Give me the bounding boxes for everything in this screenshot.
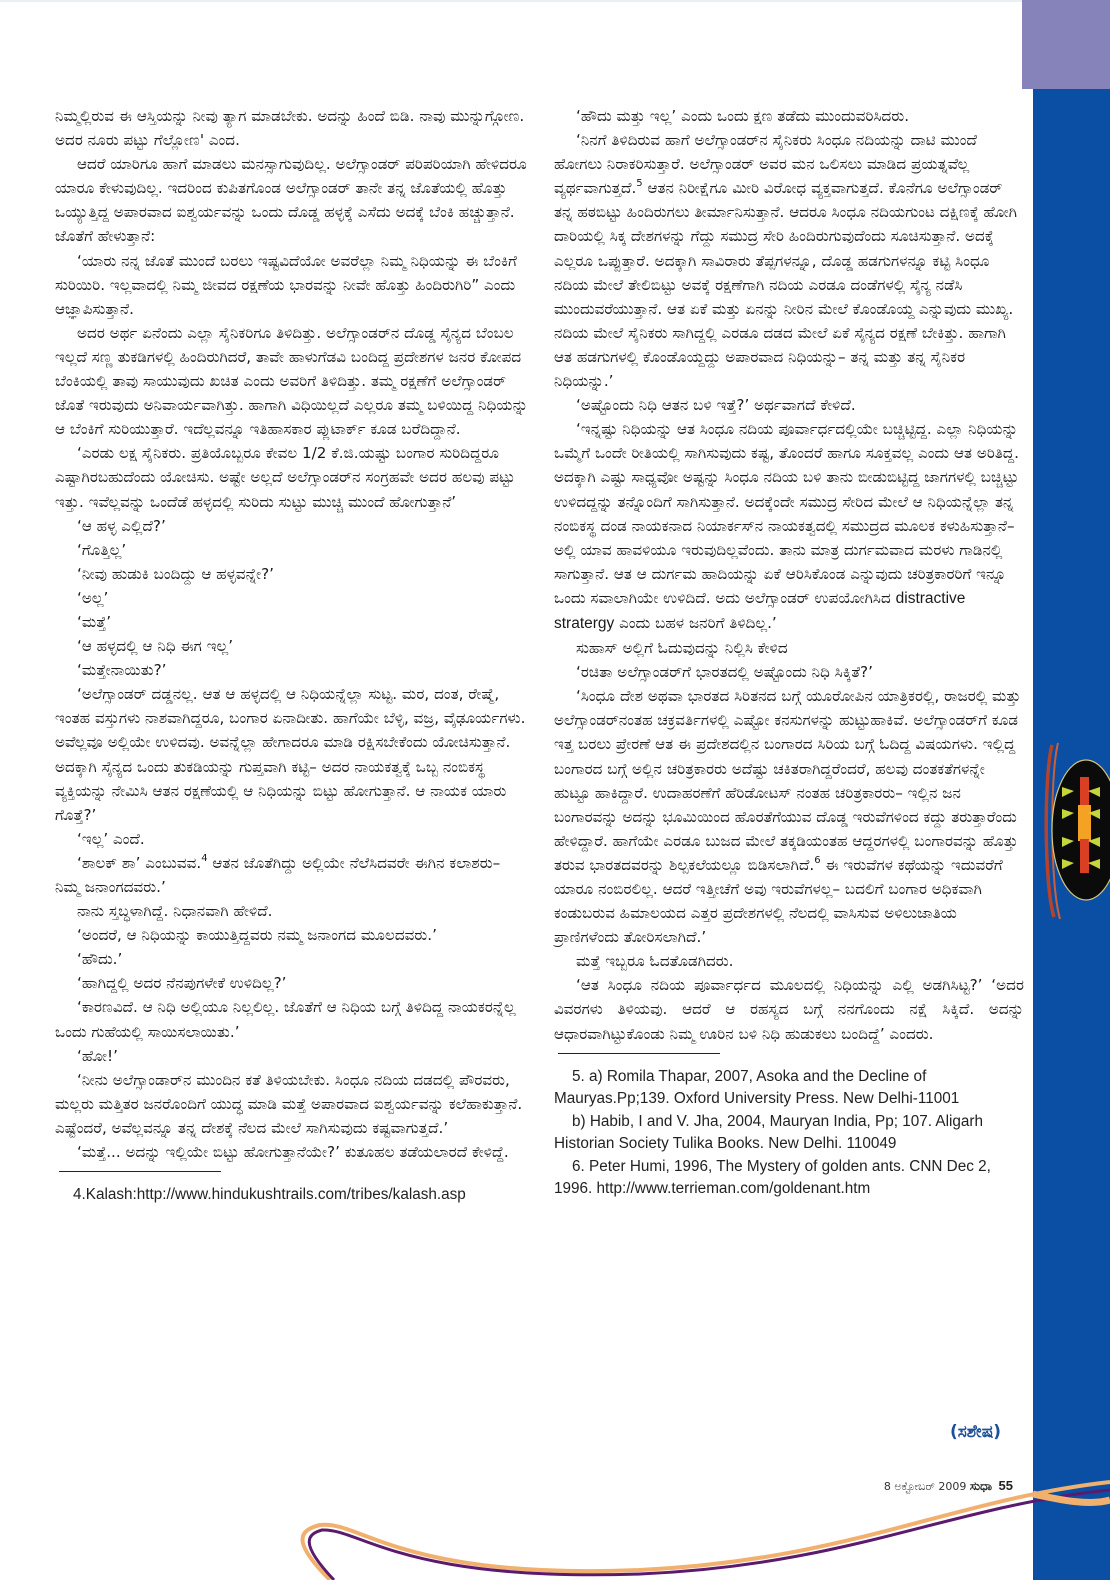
paragraph — [55, 851, 528, 899]
paragraph — [55, 682, 528, 827]
paragraph-text-continued: ಆತನ ನಿರೀಕ್ಷೆಗೂ ಮೀರಿ ವಿರೋಧ ವ್ಯಕ್ತವಾಗುತ್ತದೆ. ಕೊನೆಗೂ ಅಲೆಗ್ಸಾಂಡರ್ ತನ್ನ ಹಠಬಿಟ್ಟು ಹಿಂದಿರುಗಲು ತೀರ್ಮಾನಿಸುತ್ತಾನೆ. ಆದರೂ ಸಿಂಧೂ ನದಿಯಗುಂಟ ದಕ್ಷಿಣಕ್ಕೆ ಹೋಗಿ ದಾರಿಯಲ್ಲಿ ಸಿಕ್ಕ ದೇಶಗಳನ್ನು ಗೆದ್ದು ಸಮುದ್ರ ಸೇರಿ ಹಿಂದಿರುಗುವುದೆಂದು ಸೂಚಿಸುತ್ತಾನೆ. ಅದಕ್ಕೆ ಎಲ್ಲರೂ ಒಪ್ಪುತ್ತಾರೆ. ಅದಕ್ಕಾಗಿ ಸಾವಿರಾರು ತೆಪ್ಪಗಳನ್ನೂ, ದೊಡ್ಡ ಹಡಗುಗಳನ್ನೂ ಕಟ್ಟಿ ಸಿಂಧೂ ನದಿಯ ಮೇಲೆ ತೇಲಿಬಿಟ್ಟು ಅವಕ್ಕೆ ರಕ್ಷಣೆಗಾಗಿ ನದಿಯ ಎರಡೂ ದಂಡೆಗಳಲ್ಲಿ ಸೈನ್ಯ ನಡೆಸಿ ಮುಂದುವರೆಯುತ್ತಾನೆ. ಆತ ಏಕೆ ಮತ್ತು ಏನನ್ನು ನೀರಿನ ಮೇಲೆ ಕೊಂಡೊಯ್ದ ಎನ್ನುವುದು ಮುಖ್ಯ. ನದಿಯ ಮೇಲೆ ಸೈನಿಕರು ಸಾಗಿದ್ದಲ್ಲಿ ಎರಡೂ ದಡದ ಮೇಲೆ ಏಕೆ ಸೈನ್ಯದ ರಕ್ಷಣೆ ಬೇಕಿತ್ತು. ಹಾಗಾಗಿ ಆತ ಹಡಗುಗಳಲ್ಲಿ ಕೊಂಡೊಯ್ದದ್ದು ಅಪಾರವಾದ ನಿಧಿಯನ್ನು– ತನ್ನ ಮತ್ತು ತನ್ನ ಸೈನಿಕರ ನಿಧಿಯನ್ನು.’ — [554, 179, 1018, 391]
paragraph — [55, 249, 528, 321]
paragraph-text: ‘ಕಾರಣವಿದೆ. ಆ ನಿಧಿ ಅಲ್ಲಿಯೂ ನಿಲ್ಲಲಿಲ್ಲ. ಜೊತೆಗೆ ಆ ನಿಧಿಯ ಬಗ್ಗೆ ತಿಳಿದಿದ್ದ ನಾಯಕರನ್ನೆಲ್ಲ ಒಂದು ಗುಹೆಯಲ್ಲಿ ಸಾಯಿಸಲಾಯಿತು.’ — [55, 998, 516, 1041]
paragraph — [55, 104, 528, 152]
paragraph-text: ‘ಆತ ಸಿಂಧೂ ನದಿಯ ಪೂರ್ವಾರ್ಧದ ಮೂಲದಲ್ಲಿ ನಿಧಿಯನ್ನು ಎಲ್ಲಿ ಅಡಗಿಸಿಟ್ಟ?’ ‘ಅದರ ವಿವರಗಳು ತಿಳಿಯವು. ಆದರೆ ಆ ರಹಸ್ಯದ ಬಗ್ಗೆ ನನಗೊಂದು ನಕ್ಷೆ ಸಿಕ್ಕಿದೆ. ಅದನ್ನು ಆಧಾರವಾಗಿಟ್ಟುಕೊಂಡು ನಿಮ್ಮ ಊರಿನ ಬಳಿ ನಿಧಿ ಹುಡುಕಲು ಬಂದಿದ್ದೆ’ ಎಂದರು. — [554, 976, 1024, 1043]
right-text-column — [554, 104, 1024, 1201]
paragraph-text: ‘ಅಷ್ಟೊಂದು ನಿಧಿ ಆತನ ಬಳಿ ಇತ್ತೆ?’ ಅರ್ಥವಾಗದೆ ಕೇಳಿದೆ. — [576, 396, 856, 415]
paragraph-text: ‘ಅಲ್ಲ’ — [77, 588, 109, 607]
footnote-reference: 5 — [636, 178, 643, 190]
paragraph — [55, 923, 528, 947]
paragraph — [55, 586, 528, 610]
paragraph — [55, 610, 528, 634]
paragraph — [554, 104, 1024, 128]
paragraph — [554, 973, 1024, 1045]
paragraph — [55, 947, 528, 971]
paragraph — [55, 538, 528, 562]
paragraph-text: ‘ಆ ಹಳ್ಳ ಎಲ್ಲಿದೆ?’ — [77, 516, 166, 535]
paragraph — [55, 1068, 528, 1140]
paragraph — [554, 660, 1024, 684]
paragraph-text: ‘ಗೊತ್ತಿಲ್ಲ’ — [77, 540, 127, 559]
paragraph-text-continued: ಆತನ ಜೊತೆಗಿದ್ದು ಅಲ್ಲಿಯೇ ನೆಲೆಸಿದವರೇ ಈಗಿನ ಕಲಾಶರು– ನಿಮ್ಮ ಜನಾಂಗದವರು.’ — [55, 853, 501, 896]
paragraph — [554, 393, 1024, 417]
footnote: 5. a) Romila Thapar, 2007, Asoka and the Decline of Mauryas.Pp;139. Oxford University Press. New Delhi-11001 — [554, 1067, 960, 1108]
page-number: 55 — [998, 1478, 1013, 1493]
paragraph — [554, 949, 1024, 973]
paragraph-text: ‘ಸಿಂಧೂ ದೇಶ ಅಥವಾ ಭಾರತದ ಸಿರಿತನದ ಬಗ್ಗೆ ಯೂರೋಪಿನ ಯಾತ್ರಿಕರಲ್ಲಿ, ರಾಜರಲ್ಲಿ ಮತ್ತು ಅಲೆಗ್ಸಾಂಡರ್‌ನಂತಹ ಚಕ್ರವರ್ತಿಗಳಲ್ಲಿ ಎಷ್ಟೋ ಕನಸುಗಳನ್ನು ಹುಟ್ಟುಹಾಕಿವೆ. ಅಲೆಗ್ಸಾಂಡರ್‌ಗೆ ಕೂಡ ಇತ್ತ ಬರಲು ಪ್ರೇರಣೆ ಆತ ಈ ಪ್ರದೇಶದಲ್ಲಿನ ಬಂಗಾರದ ಸಿರಿಯ ಬಗ್ಗೆ ಓದಿದ್ದ ವಿಷಯಗಳು. ಇಲ್ಲಿದ್ದ ಬಂಗಾರದ ಬಗ್ಗೆ ಅಲ್ಲಿನ ಚರಿತ್ರಕಾರರು ಅದೆಷ್ಟು ಚಕಿತರಾಗಿದ್ದರೆಂದರೆ, ಹಲವು ದಂತಕತೆಗಳನ್ನೇ ಹುಟ್ಟೂ ಹಾಕಿದ್ದಾರೆ. ಉದಾಹರಣೆಗೆ ಹೆರಿಡೋಟಸ್ ನಂತಹ ಚರಿತ್ರಕಾರರು– ಇಲ್ಲಿನ ಜನ ಬಂಗಾರವನ್ನು ಅದನ್ನು ಭೂಮಿಯಿಂದ ಹೊರತೆಗೆಯುವ ದೊಡ್ಡ ಇರುವೆಗಳಿಂದ ಕದ್ದು ತರುತ್ತಾರೆಂದು ಹೇಳಿದ್ದಾರೆ. ಹಾಗೆಯೇ ಎರಡೂ ಬುಜದ ಮೇಲೆ ತಕ್ಕಡಿಯಂತಹ ಆದ್ದರಗಳಲ್ಲಿ ಬಂಗಾರವನ್ನು ಹೊತ್ತು ತರುವ ಭಾರತದವರನ್ನು ಶಿಲ್ಪಕಲೆಯಲ್ಲೂ ಬಿಡಿಸಲಾಗಿದೆ. — [554, 687, 1021, 874]
paragraph-text: ನಾನು ಸ್ತಬ್ಧಳಾಗಿದ್ದೆ. ನಿಧಾನವಾಗಿ ಹೇಳಿದೆ. — [77, 902, 273, 921]
paragraph — [55, 995, 528, 1043]
magazine-name: ಸುಧಾ — [969, 1479, 993, 1493]
footnote: 6. Peter Humi, 1996, The Mystery of golden ants. CNN Dec 2, 1996. http://www.terrieman.com/goldenant.htm — [554, 1157, 991, 1198]
paragraph-text: ‘ಹಾಗಿದ್ದಲ್ಲಿ ಅದರ ನೆನಪುಗಳೇಕೆ ಉಳಿದಿಲ್ಲ?’ — [77, 974, 287, 993]
paragraph-text: ಮತ್ತೆ ಇಬ್ಬರೂ ಓದತೊಡಗಿದರು. — [576, 952, 734, 971]
paragraph — [55, 1044, 528, 1068]
paragraph — [55, 514, 528, 538]
swoosh-decoration-icon — [0, 1470, 1110, 1580]
paragraph-text: ‘ಆ ಹಳ್ಳದಲ್ಲಿ ಆ ನಿಧಿ ಈಗ ಇಲ್ಲ’ — [77, 637, 234, 656]
paragraph-text: ಅದರ ಅರ್ಥ ಏನೆಂದು ಎಲ್ಲಾ ಸೈನಿಕರಿಗೂ ತಿಳಿದಿತ್ತು. ಅಲೆಗ್ಸಾಂಡರ್‌ನ ದೊಡ್ಡ ಸೈನ್ಯದ ಬೆಂಬಲ ಇಲ್ಲದೆ ಸಣ್ಣ ತುಕಡಿಗಳಲ್ಲಿ ಹಿಂದಿರುಗಿದರೆ, ತಾವೇ ಹಾಳುಗೆಡವಿ ಬಂದಿದ್ದ ಪ್ರದೇಶಗಳ ಜನರ ಕೋಪದ ಬೆಂಕಿಯಲ್ಲಿ ತಾವು ಸಾಯುವುದು ಖಚಿತ ಎಂದು ಅವರಿಗೆ ತಿಳಿದಿತ್ತು. ತಮ್ಮ ರಕ್ಷಣೆಗೆ ಅಲೆಗ್ಸಾಂಡರ್ ಜೊತೆ ಇರುವುದು ಅನಿವಾರ್ಯವಾಗಿತ್ತು. ಹಾಗಾಗಿ ವಿಧಿಯಿಲ್ಲದೆ ಎಲ್ಲರೂ ತಮ್ಮ ಬಳಿಯಿದ್ದ ನಿಧಿಯನ್ನು ಆ ಬೆಂಕಿಗೆ ಸುರಿಯುತ್ತಾರೆ. ಇದೆಲ್ಲವನ್ನೂ ಇತಿಹಾಸಕಾರ ಪ್ಲುಟಾರ್ಕ್ ಕೂಡ ಬರೆದಿದ್ದಾನೆ. — [55, 323, 528, 439]
continued-label: (ಸಶೇಷ) — [950, 1422, 1002, 1442]
paragraph-text: ‘ಹೌದು.’ — [77, 950, 123, 969]
paragraph-text: ಆದರೆ ಯಾರಿಗೂ ಹಾಗೆ ಮಾಡಲು ಮನಸ್ಸಾಗುವುದಿಲ್ಲ. ಅಲೆಗ್ಸಾಂಡರ್ ಪರಿಪರಿಯಾಗಿ ಹೇಳಿದರೂ ಯಾರೂ ಕೇಳುವುದಿಲ್ಲ. ಇದರಿಂದ ಕುಪಿತಗೊಂಡ ಅಲೆಗ್ಸಾಂಡರ್ ತಾನೇ ತನ್ನ ಜೊತೆಯಲ್ಲಿ ಹೊತ್ತು ಒಯ್ಯುತ್ತಿದ್ದ ಅಪಾರವಾದ ಐಶ್ವರ್ಯವನ್ನು ಒಂದು ದೊಡ್ಡ ಹಳ್ಳಕ್ಕೆ ಎಸೆದು ಅದಕ್ಕೆ ಬೆಂಕಿ ಹಚ್ಚುತ್ತಾನೆ. ಜೊತೆಗೆ ಹೇಳುತ್ತಾನೆ: — [55, 155, 527, 246]
paragraph-text: ‘ನಿನಗೆ ತಿಳಿದಿರುವ ಹಾಗೆ ಅಲೆಗ್ಸಾಂಡರ್‌ನ ಸೈನಿಕರು ಸಿಂಧೂ ನದಿಯನ್ನು ದಾಟಿ ಮುಂದೆ ಹೋಗಲು ನಿರಾಕರಿಸುತ್ತಾರೆ. ಅಲೆಗ್ಸಾಂಡರ್ ಅವರ ಮನ ಒಲಿಸಲು ಮಾಡಿದ ಪ್ರಯತ್ನವೆಲ್ಲ ವ್ಯರ್ಥವಾಗುತ್ತದೆ. — [554, 131, 977, 198]
paragraph — [55, 152, 528, 248]
paragraph-text: ‘ರಚಿತಾ ಅಲೆಗ್ಸಾಂಡರ್‌ಗೆ ಭಾರತದಲ್ಲಿ ಅಷ್ಟೊಂದು ನಿಧಿ ಸಿಕ್ಕಿತೆ?’ — [576, 663, 873, 682]
paragraph — [55, 971, 528, 995]
paragraph-text: ‘ಇಲ್ಲ’ ಎಂದೆ. — [77, 829, 145, 848]
footnote: b) Habib, I and V. Jha, 2004, Mauryan India, Pp; 107. Aligarh Historian Society Tulika Books. New Delhi. 110049 — [554, 1112, 984, 1153]
paragraph-text: ‘ನೀನು ಅಲೆಗ್ಸಾಂಡಾರ್‌ನ ಮುಂದಿನ ಕತೆ ತಿಳಿಯಬೇಕು. ಸಿಂಧೂ ನದಿಯ ದಡದಲ್ಲಿ ಪೌರವರು, ಮಲ್ಲರು ಮತ್ತಿತರ ಜನರೊಂದಿಗೆ ಯುದ್ಧ ಮಾಡಿ ಮತ್ತೆ ಅಪಾರವಾದ ಐಶ್ವರ್ಯವನ್ನು ಕಲೆಹಾಕುತ್ತಾನೆ. ಎಷ್ಟೆಂದರೆ, ಅವೆಲ್ಲವನ್ನೂ ತನ್ನ ದೇಶಕ್ಕೆ ನೆಲದ ಮೇಲೆ ಸಾಗಿಸುವುದು ಕಷ್ಟವಾಗುತ್ತದೆ.’ — [55, 1070, 523, 1137]
paragraph — [554, 417, 1024, 636]
footnote: 4.Kalash:http://www.hindukushtrails.com/tribes/kalash.asp — [73, 1186, 466, 1204]
paragraph — [55, 634, 528, 658]
paragraph-text: ಸುಹಾಸ್ ಅಲ್ಲಿಗೆ ಓದುವುದನ್ನು ನಿಲ್ಲಿಸಿ ಕೇಳಿದ — [576, 639, 788, 658]
paragraph-text: ‘ಹೋ!’ — [77, 1046, 118, 1065]
paragraph — [554, 128, 1024, 393]
paragraph — [55, 658, 528, 682]
paragraph-text: ‘ಅಂದರೆ, ಆ ನಿಧಿಯನ್ನು ಕಾಯುತ್ತಿದ್ದವರು ನಮ್ಮ ಜನಾಂಗದ ಮೂಲದವರು.’ — [77, 926, 437, 945]
paragraph — [55, 827, 528, 851]
paragraph — [554, 636, 1024, 660]
footnote-reference: 6 — [814, 854, 821, 866]
paragraph-text: ‘ಮತ್ತೇನಾಯಿತು?’ — [77, 661, 167, 680]
paragraph-text-continued: ಎಂದು ಬಹಳ ಜನರಿಗೆ ತಿಳಿದಿಲ್ಲ.’ — [614, 613, 777, 632]
paragraph-text: ‘ಯಾರು ನನ್ನ ಜೊತೆ ಮುಂದೆ ಬರಲು ಇಷ್ಟವಿದೆಯೋ ಅವರೆಲ್ಲಾ ನಿಮ್ಮ ನಿಧಿಯನ್ನು ಈ ಬೆಂಕಿಗೆ ಸುರಿಯಿರಿ. ಇಲ್ಲವಾದಲ್ಲಿ ನಿಮ್ಮ ಜೀವದ ರಕ್ಷಣೆಯ ಭಾರವನ್ನು ನೀವೇ ಹೊತ್ತು ಹಿಂದಿರುಗಿರಿ” ಎಂದು ಆಜ್ಞಾಪಿಸುತ್ತಾನೆ. — [55, 251, 517, 318]
paragraph — [55, 1140, 528, 1164]
paragraph — [55, 321, 528, 441]
paragraph-text: ‘ಮತ್ತೆ... ಅದನ್ನು ಇಲ್ಲಿಯೇ ಬಿಟ್ಟು ಹೋಗುತ್ತಾನೆಯೇ?’ ಕುತೂಹಲ ತಡೆಯಲಾರದೆ ಕೇಳಿದ್ದೆ. — [77, 1143, 509, 1162]
corner-color-block — [1022, 0, 1110, 89]
footnote-reference: 4 — [201, 852, 208, 864]
footer-date: 8 ಅಕ್ಟೋಬರ್ 2009 — [883, 1480, 967, 1493]
paragraph-text: ‘ಮತ್ತೆ’ — [77, 612, 112, 631]
english-phrase: distractive stratergy — [554, 589, 966, 632]
left-text-column — [55, 104, 528, 1207]
paragraph-text-continued: ಈ ಇರುವೆಗಳ ಕಥೆಯನ್ನು ಇದುವರೆಗೆ ಯಾರೂ ನಂಬಿರಲಿಲ್ಲ. ಆದರೆ ಇತ್ತೀಚೆಗೆ ಅವು ಇರುವೆಗಳಲ್ಲ– ಬದಲಿಗೆ ಬಂಗಾರ ಅಧಿಕವಾಗಿ ಕಂಡುಬರುವ ಹಿಮಾಲಯದ ಎತ್ತರ ಪ್ರದೇಶಗಳಲ್ಲಿ ನೆಲದಲ್ಲಿ ವಾಸಿಸುವ ಅಳಿಲುಜಾತಿಯ ಪ್ರಾಣಿಗಳೆಂದು ತೋರಿಸಲಾಗಿದೆ.’ — [554, 855, 1003, 947]
paragraph-text: ‘ಇನ್ನಷ್ಟು ನಿಧಿಯನ್ನು ಆತ ಸಿಂಧೂ ನದಿಯ ಪೂರ್ವಾರ್ಧದಲ್ಲಿಯೇ ಬಚ್ಚಿಟ್ಟಿದ್ದ. ಎಲ್ಲಾ ನಿಧಿಯನ್ನು ಒಮ್ಮೆಗೆ ಒಂದೇ ರೀತಿಯಲ್ಲಿ ಸಾಗಿಸುವುದು ಕಷ್ಟ, ತೊಂದರೆ ಹಾಗೂ ಸೂಕ್ತವಲ್ಲ ಎಂದು ಆತ ಅರಿತಿದ್ದ. ಅದಕ್ಕಾಗಿ ಎಷ್ಟು ಸಾಧ್ಯವೋ ಅಷ್ಟನ್ನು ಸಿಂಧೂ ನದಿಯ ಬಳಿ ತಾನು ಬೀಡುಬಿಟ್ಟಿದ್ದ ಜಾಗಗಳಲ್ಲಿ ಬಚ್ಚಿಟ್ಟು ಉಳಿದದ್ದನ್ನು ತನ್ನೊಂದಿಗೆ ಸಾಗಿಸುತ್ತಾನೆ. ಅದಕ್ಕೆಂದೇ ಸಮುದ್ರ ಸೇರಿದ ಮೇಲೆ ಆ ನಿಧಿಯನ್ನೆಲ್ಲಾ ತನ್ನ ನಂಬಿಕಸ್ಥ ದಂಡ ನಾಯಕನಾದ ನಿಯಾರ್ಕಸ್‌ನ ನಾಯಕತ್ವದಲ್ಲಿ ಸಮುದ್ರದ ಮೂಲಕ ಕಳುಹಿಸುತ್ತಾನೆ– ಅಲ್ಲಿ ಯಾವ ಹಾವಳಿಯೂ ಇರುವುದಿಲ್ಲವೆಂದು. ತಾನು ಮಾತ್ರ ದುರ್ಗಮವಾದ ಮರಳು ಗಾಡಿನಲ್ಲಿ ಸಾಗುತ್ತಾನೆ. ಆತ ಆ ದುರ್ಗಮ ಹಾದಿಯನ್ನು ಏಕೆ ಆರಿಸಿಕೊಂಡ ಎನ್ನುವುದು ಚರಿತ್ರಕಾರರಿಗೆ ಇನ್ನೂ ಒಂದು ಸವಾಲಾಗಿಯೇ ಉಳಿದಿದೆ. ಅದು ಅಲೆಗ್ಸಾಂಡರ್ ಉಪಯೋಗಿಸಿದ — [554, 420, 1019, 607]
paragraph-text: ‘ಶಾಲಕ್ ಶಾ’ ಎಂಬುವವ. — [77, 853, 202, 872]
footnote-divider — [558, 1053, 720, 1054]
paragraph-text: ನಿಮ್ಮಲ್ಲಿರುವ ಈ ಆಸ್ತಿಯನ್ನು ನೀವು ತ್ಯಾಗ ಮಾಡಬೇಕು. ಅದನ್ನು ಹಿಂದೆ ಬಿಡಿ. ನಾವು ಮುನ್ನುಗ್ಗೋಣ. ಅದರ ನೂರು ಪಟ್ಟು ಗೆಲ್ಲೋಣ' ಎಂದ. — [55, 107, 525, 150]
paragraph — [55, 562, 528, 586]
footnote-divider — [59, 1171, 221, 1172]
paragraph-text: ‘ಎರಡು ಲಕ್ಷ ಸೈನಿಕರು. ಪ್ರತಿಯೊಬ್ಬರೂ ಕೇವಲ 1/2 ಕೆ.ಜಿ.ಯಷ್ಟು ಬಂಗಾರ ಸುರಿದಿದ್ದರೂ ಎಷ್ಟಾಗಿರಬಹುದೆಂದು ಯೋಚಿಸು. ಅಷ್ಟೇ ಅಲ್ಲದೆ ಅಲೆಗ್ಸಾಂಡರ್‌ನ ಸಂಗ್ರಹವೇ ಅದರ ಹಲವು ಪಟ್ಟು ಇತ್ತು. ಇವೆಲ್ಲವನ್ನು ಒಂದೆಡೆ ಹಳ್ಳದಲ್ಲಿ ಸುರಿದು ಸುಟ್ಟು ಮುಚ್ಚಿ ಮುಂದೆ ಹೋಗುತ್ತಾನೆ’ — [55, 444, 515, 511]
paragraph-text: ‘ಹೌದು ಮತ್ತು ಇಲ್ಲ’ ಎಂದು ಒಂದು ಕ್ಷಣ ತಡೆದು ಮುಂದುವರಿಸಿದರು. — [576, 107, 910, 125]
paragraph — [55, 441, 528, 513]
paragraph-text: ‘ನೀವು ಹುಡುಕಿ ಬಂದಿದ್ದು ಆ ಹಳ್ಳವನ್ನೇ?’ — [77, 564, 275, 583]
paragraph — [554, 684, 1024, 949]
paragraph — [55, 899, 528, 923]
top-border-line — [0, 0, 1110, 2]
tribal-shield-ornament-icon — [1040, 735, 1110, 925]
paragraph-text: ‘ಅಲೆಗ್ಸಾಂಡರ್ ದಡ್ಡನಲ್ಲ. ಆತ ಆ ಹಳ್ಳದಲ್ಲಿ ಆ ನಿಧಿಯನ್ನೆಲ್ಲಾ ಸುಟ್ಟ. ಮರ, ದಂತ, ರೇಷ್ಮೆ, ಇಂತಹ ವಸ್ತುಗಳು ನಾಶವಾಗಿದ್ದರೂ, ಬಂಗಾರ ಏನಾದೀತು. ಹಾಗೆಯೇ ಬೆಳ್ಳಿ, ವಜ್ರ, ವೈಢೂರ್ಯಗಳು. ಅವೆಲ್ಲವೂ ಅಲ್ಲಿಯೇ ಉಳಿದವು. ಅವನ್ನೆಲ್ಲಾ ಹೇಗಾದರೂ ಮಾಡಿ ರಕ್ಷಿಸಬೇಕೆಂದು ಯೋಚಿಸುತ್ತಾನೆ. ಅದಕ್ಕಾಗಿ ಸೈನ್ಯದ ಒಂದು ತುಕಡಿಯನ್ನು ಗುಪ್ತವಾಗಿ ಕಟ್ಟಿ– ಅದರ ನಾಯಕತ್ವಕ್ಕೆ ಒಬ್ಬ ನಂಬಿಕಸ್ಥ ವ್ಯಕ್ತಿಯನ್ನು ನೇಮಿಸಿ ಆತನ ರಕ್ಷಣೆಯಲ್ಲಿ ಆ ನಿಧಿಯನ್ನು ಬಿಟ್ಟು ಹೋಗುತ್ತಾನೆ. ಆ ನಾಯಕ ಯಾರು ಗೊತ್ತೆ?’ — [55, 685, 526, 824]
